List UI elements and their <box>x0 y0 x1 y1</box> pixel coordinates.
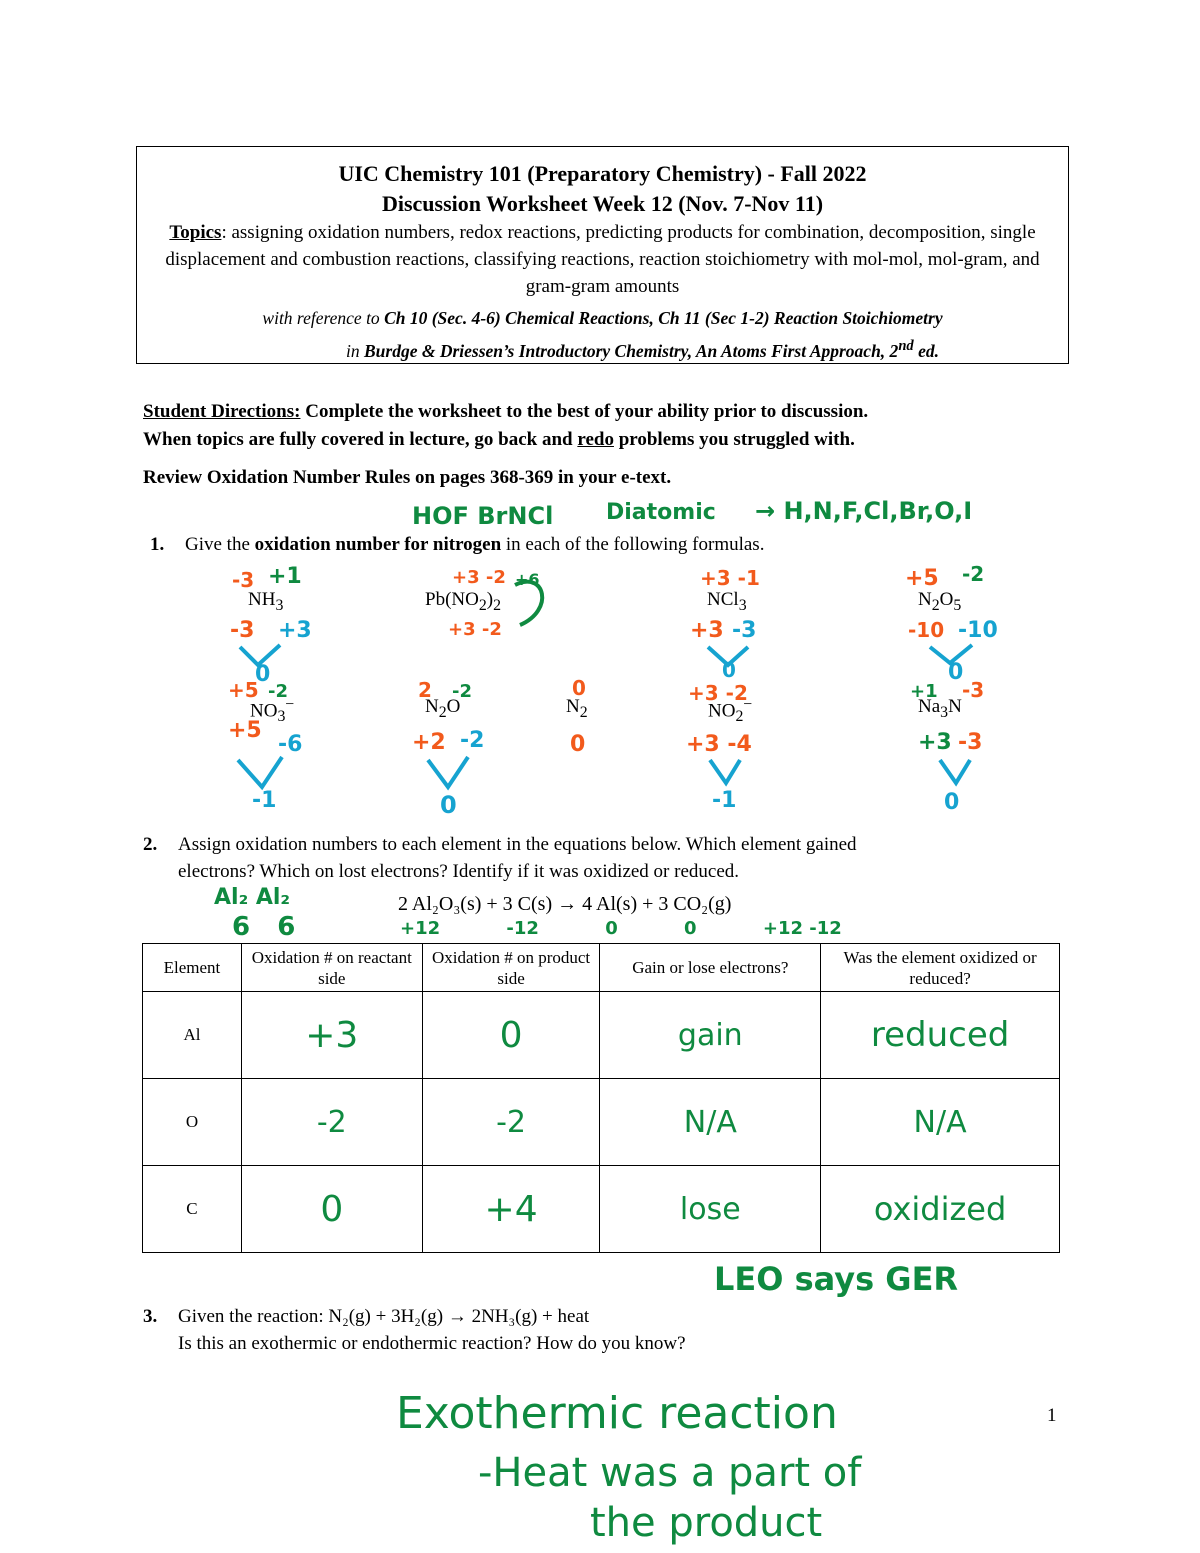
cell-reactant: -2 <box>241 1079 422 1166</box>
page-number: 1 <box>1047 1405 1057 1426</box>
reference-line-1: with reference to Ch 10 (Sec. 4-6) Chemical Reactions, Ch 11 (Sec 1-2) Reaction Stoichiometry <box>262 308 943 328</box>
svg-text:+3: +3 <box>690 618 724 643</box>
diatomic-note: Diatomic <box>606 500 716 525</box>
svg-text:0: 0 <box>572 676 586 700</box>
svg-text:-3: -3 <box>962 678 985 702</box>
topics-label: Topics <box>169 222 222 243</box>
answer-line-3: the product <box>590 1500 823 1546</box>
diatomic-list-note: → H,N,F,Cl,Br,O,I <box>755 497 973 525</box>
topics-text: : assigning oxidation numbers, redox reactions, predicting products for combination, decomposition, single displacement and combustion reactions, classifying reactions, reaction stoichiometry with mol-mol, mol-gram, and gram-gram amounts <box>165 222 1040 297</box>
svg-text:+3: +3 <box>918 730 952 755</box>
header-element: Element <box>143 944 242 992</box>
cell-reactant: +3 <box>241 992 422 1079</box>
header-product: Oxidation # on product side <box>422 944 600 992</box>
formula-no2-minus: $NO_2^-$ <box>708 696 753 726</box>
formula-pb-no2-2: $Pb(NO_2)_2$ <box>425 589 502 614</box>
svg-text:-3: -3 <box>232 568 255 592</box>
svg-text:+1: +1 <box>268 564 302 589</box>
cell-gain-lose: N/A <box>600 1079 821 1166</box>
cell-ox-red: N/A <box>821 1079 1060 1166</box>
svg-text:+3 -4: +3 -4 <box>686 732 752 757</box>
student-directions: Student Directions: Complete the worksheet to the best of your ability prior to discussion. When topics are fully covered in lecture, go back and redo problems you struggled with. <box>143 401 869 450</box>
svg-text:2: 2 <box>418 678 432 702</box>
oxidation-table <box>142 943 1060 1253</box>
cell-element: Al <box>143 992 242 1079</box>
topics <box>137 219 1068 300</box>
svg-text:0: 0 <box>255 662 271 687</box>
svg-text:0: 0 <box>722 658 736 682</box>
svg-text:+3 -2: +3 -2 <box>688 681 748 705</box>
header-oxidized-reduced: Was the element oxidized or reduced? <box>821 944 1060 992</box>
svg-text:-1: -1 <box>252 788 277 813</box>
svg-text:-2: -2 <box>460 728 485 753</box>
table-row <box>143 992 1060 1079</box>
svg-text:+3 -1: +3 -1 <box>700 566 760 590</box>
svg-text:+5: +5 <box>228 678 259 702</box>
al-note-top: Al₂ Al₂ <box>214 885 291 910</box>
leo-ger-note: LEO says GER <box>714 1260 959 1298</box>
cell-product: 0 <box>422 992 600 1079</box>
al-note-bottom: 6 6 <box>232 912 296 942</box>
svg-text:-1: -1 <box>712 788 737 813</box>
directions-label: Student Directions: <box>143 401 301 422</box>
svg-text:+3 -2: +3 -2 <box>448 619 502 640</box>
hof-brncl-note: HOF BrNCl <box>412 502 554 530</box>
question-1: 1. Give the oxidation number for nitrogen in each of the following formulas. <box>150 531 1050 558</box>
cell-product: +4 <box>422 1166 600 1253</box>
svg-text:+3: +3 <box>278 618 312 643</box>
svg-text:+1: +1 <box>910 681 938 702</box>
svg-text:0: 0 <box>948 660 964 685</box>
svg-text:-6: -6 <box>278 732 303 757</box>
question-3-number: 3. <box>143 1306 158 1327</box>
svg-text:+2: +2 <box>412 730 446 755</box>
worksheet-header <box>136 146 1069 364</box>
cell-ox-red: reduced <box>821 992 1060 1079</box>
answer-line-1: Exothermic reaction <box>396 1388 838 1439</box>
header-gain-lose: Gain or lose electrons? <box>600 944 821 992</box>
formula-na3n: $Na_3N$ <box>918 696 962 721</box>
svg-text:-2: -2 <box>268 681 288 702</box>
cell-product: -2 <box>422 1079 600 1166</box>
formula-nh3: $NH_3$ <box>248 589 284 614</box>
svg-text:-10: -10 <box>908 618 945 642</box>
table-row <box>143 1079 1060 1166</box>
formula-n2o: $N_2O$ <box>425 696 461 721</box>
q2-equation-ox-notes: +12 -12 0 0 +12 -12 <box>400 918 842 939</box>
svg-text:0: 0 <box>944 790 960 815</box>
svg-text:0: 0 <box>570 732 586 757</box>
answer-line-2: -Heat was a part of <box>478 1450 862 1496</box>
q1-handwritten-work <box>0 555 1200 815</box>
reference-line-2: in Burdge & Driessen’s Introductory Chemistry, An Atoms First Approach, 2nd ed. <box>345 338 939 361</box>
cell-element: C <box>143 1166 242 1253</box>
cell-gain-lose: lose <box>600 1166 821 1253</box>
question-3: 3. Given the reaction: N₂(g) + 3H₂(g) → 2NH₃(g) + heat Is this an exothermic or endothermic reaction? How do you know? <box>143 1303 1043 1357</box>
question-2-number: 2. <box>143 834 158 855</box>
q2-equation: 2 Al₂O₃(s) + 3 C(s) → 4 Al(s) + 3 CO₂(g) <box>398 893 732 915</box>
svg-text:-2: -2 <box>962 562 985 586</box>
cell-gain-lose: gain <box>600 992 821 1079</box>
svg-text:+6: +6 <box>515 570 540 589</box>
worksheet-subtitle: Discussion Worksheet Week 12 (Nov. 7-Nov 11) <box>381 191 824 216</box>
svg-text:-3: -3 <box>732 618 757 643</box>
table-header-row <box>143 944 1060 992</box>
cell-ox-red: oxidized <box>821 1166 1060 1253</box>
review-note: Review Oxidation Number Rules on pages 368-369 in your e-text. <box>143 467 672 488</box>
redo-word: redo <box>577 429 614 450</box>
svg-text:-3: -3 <box>958 730 983 755</box>
formula-n2o5: $N_2O_5$ <box>918 589 962 614</box>
cell-reactant: 0 <box>241 1166 422 1253</box>
question-1-number: 1. <box>150 534 165 555</box>
formula-n2: $N_2$ <box>566 696 588 721</box>
svg-text:+3 -2: +3 -2 <box>452 567 506 588</box>
svg-text:-10: -10 <box>958 618 998 643</box>
formula-ncl3: NCl$_3$ <box>707 589 747 614</box>
svg-text:0: 0 <box>440 791 457 815</box>
cell-element: O <box>143 1079 242 1166</box>
question-2: 2. Assign oxidation numbers to each element in the equations below. Which element gained electrons? Which on lost electrons? Identify if it was oxidized or reduced. <box>143 831 1053 885</box>
worksheet-title: UIC Chemistry 101 (Preparatory Chemistry) - Fall 2022 <box>338 161 867 186</box>
svg-text:-3: -3 <box>230 618 255 643</box>
header-reactant: Oxidation # on reactant side <box>241 944 422 992</box>
svg-text:+5: +5 <box>905 566 939 591</box>
table-row <box>143 1166 1060 1253</box>
svg-text:+5: +5 <box>228 718 262 743</box>
formula-no3-minus: $NO_3^-$ <box>250 696 295 726</box>
svg-text:-2: -2 <box>452 681 472 702</box>
